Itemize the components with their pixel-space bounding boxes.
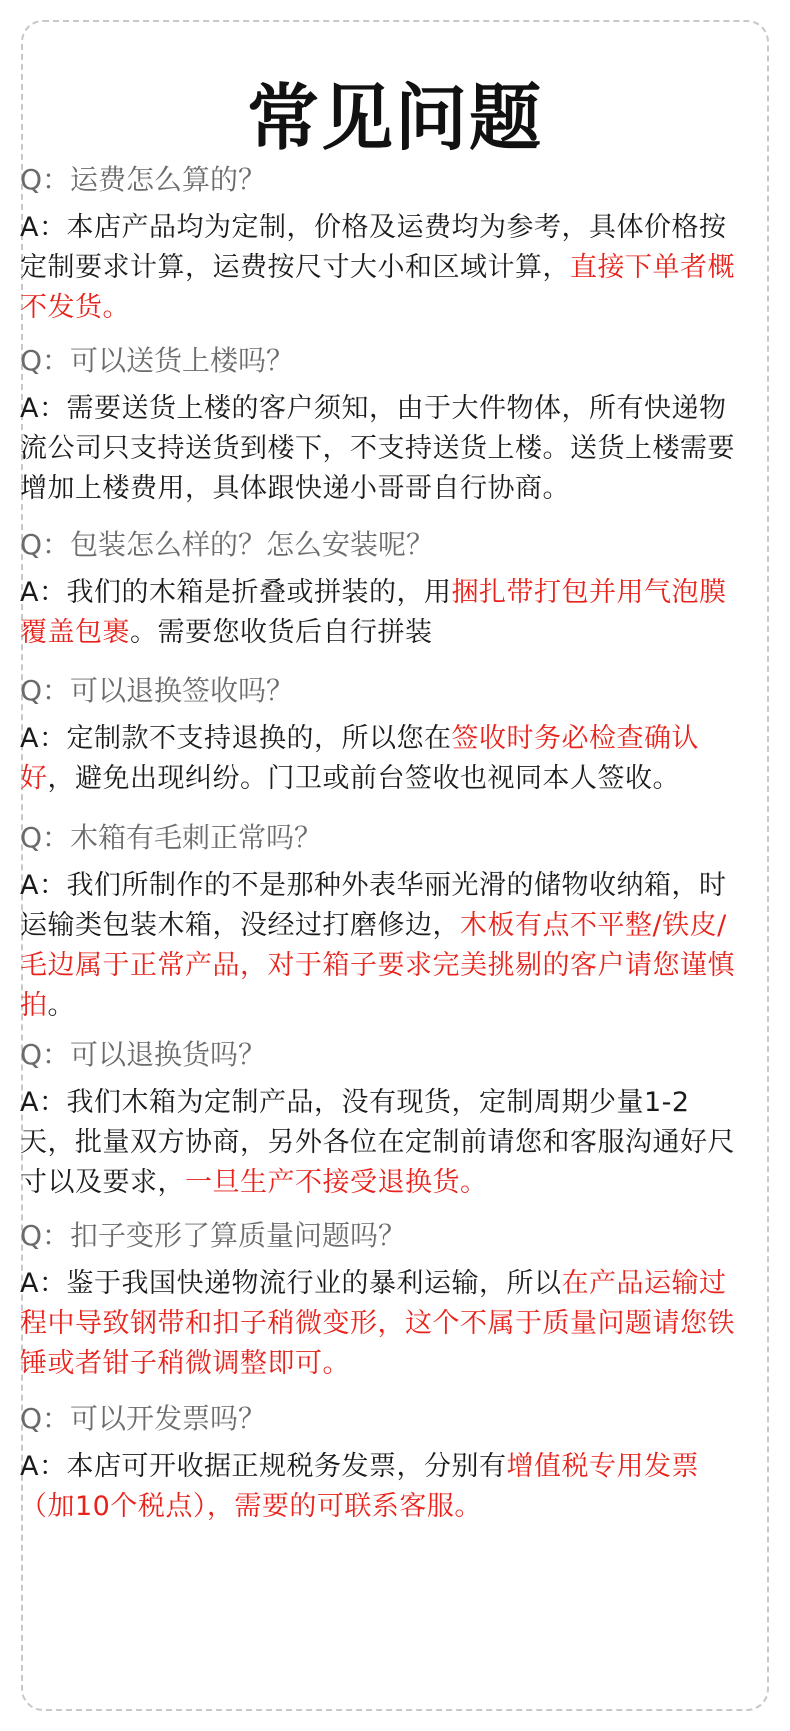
answer [20,866,740,1026]
answer [20,719,740,799]
faq-item-exchange [20,1035,740,1203]
answer-text: A：鉴于我国快递物流行业的暴利运输，所以 [20,1268,562,1299]
question: Q：可以退换签收吗？ [20,674,295,707]
answer-highlight: 直接下单者概不发货。 [20,252,735,323]
faq-item-signing-returns [20,671,740,799]
faq-item-burrs [20,818,740,1026]
answer [20,1447,740,1527]
answer-text: 。需要您收货后自行拼装 [130,617,433,648]
answer-highlight: 增值税专用发票（加10个税点），需要的可联系客服。 [20,1451,699,1522]
page-title: 常见问题 [246,76,543,160]
answer [20,573,740,653]
answer-text: A：我们木箱为定制产品，没有现货，定制周期少量1-2天，批量双方协商，另外各位在定制前请您和客服沟通好尺寸以及要求， [20,1087,735,1198]
question: Q：可以送货上楼吗？ [20,344,295,377]
answer-text: A：我们所制作的不是那种外表华丽光滑的储物收纳箱，时运输类包装木箱，没经过打磨修边， [20,870,727,941]
answer-text: ，避免出现纠纷。门卫或前台签收也视同本人签收。 [47,763,680,794]
faq-item-packaging [20,525,740,653]
answer [20,1264,740,1384]
answer-text: A：我们的木箱是折叠或拼装的，用 [20,577,452,608]
answer-highlight: 木板有点不平整/铁皮/毛边属于正常产品，对于箱子要求完美挑剔的客户请您谨慎拍 [20,910,735,1021]
answer [20,389,740,509]
answer [20,1083,740,1203]
question: Q：木箱有毛刺正常吗？ [20,821,323,854]
question: Q：可以退换货吗？ [20,1038,267,1071]
answer-highlight: 在产品运输过程中导致钢带和扣子稍微变形，这个不属于质量问题请您铁锤或者钳子稍微调整即可。 [20,1268,735,1379]
question: Q：可以开发票吗？ [20,1402,267,1435]
question: Q：运费怎么算的？ [20,163,267,196]
faq-item-invoice [20,1399,740,1527]
answer-text: A：本店可开收据正规税务发票，分别有 [20,1451,507,1482]
faq-item-buckle-deformation [20,1216,740,1384]
answer-highlight: 捆扎带打包并用气泡膜覆盖包裹 [20,577,727,648]
answer-text: A：定制款不支持退换的，所以您在 [20,723,452,754]
question: Q：包装怎么样的？怎么安装呢？ [20,528,435,561]
answer-text: 。 [47,990,75,1021]
answer-highlight: 签收时务必检查确认好 [20,723,699,794]
answer-text: A：需要送货上楼的客户须知，由于大件物体，所有快递物流公司只支持送货到楼下，不支持送货上楼。送货上楼需要增加上楼费用，具体跟快递小哥哥自行协商。 [20,393,735,504]
answer-highlight: 一旦生产不接受退换货。 [185,1167,488,1198]
question: Q：扣子变形了算质量问题吗？ [20,1219,407,1252]
answer-text: A：本店产品均为定制，价格及运费均为参考，具体价格按定制要求计算，运费按尺寸大小和区域计算， [20,212,727,283]
answer [20,208,740,328]
faq-item-shipping [20,160,740,328]
faq-item-upstairs-delivery [20,341,740,509]
